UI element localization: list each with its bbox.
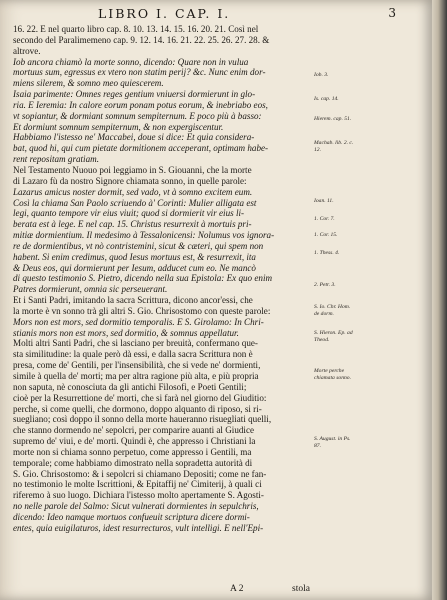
text-line: berata est à lege. E nel cap. 15. Christus resurrexit à mortuis pri- <box>13 219 252 230</box>
text-line: rent repositam gratiam. <box>13 154 99 165</box>
margin-note: Iob. 3. <box>314 72 329 78</box>
text-line: che stanno dormendo ne' sepolcri, per comparire auanti al Giudice <box>13 425 255 436</box>
text-line: perche, sì come quelli, che dormono, doppo alquanto di riposo, si ri- <box>13 403 262 414</box>
text-line: cioè per la Resurrettione de' morti, che si farà nel giorno del Giuditio: <box>13 392 267 403</box>
text-line: Habbiamo l'istesso ne' Maccabei, doue si dice: Et quia considera- <box>13 132 255 143</box>
text-line: sta similitudine: la quale però dà essi, e dalla sacra Scrittura non è <box>13 349 253 360</box>
margin-note: Hierem. cap. 51. <box>314 116 352 122</box>
text-line: supremo de' viui, e de' morti. Quindi è, che appresso i Christiani la <box>13 436 256 447</box>
text-line: ria. E Ieremia: In calore eorum ponam potus eorum, & inebriabo eos, <box>13 99 268 110</box>
text-line: habent. Si enim credimus, quod Iesus mortuus est, & resurrexit, ita <box>13 251 256 262</box>
text-line: vt sopiantur, & dormiant somnum sempiternum. E poco più à basso: <box>13 110 262 121</box>
text-line: Così la chiama San Paolo scriuendo à' Corinti: Mulier alligata est <box>13 197 257 208</box>
text-line: Mors non est mors, sed dormitio temporalis. E S. Girolamo: In Chri- <box>13 316 264 327</box>
margin-note: Is. cap. 14. <box>314 96 339 102</box>
margin-note: Morte perche chiamata sonno. <box>314 368 351 381</box>
text-line: Molti altri Santi Padri, che si lasciano per breuità, confermano que- <box>13 338 258 349</box>
text-line: 16. 22. E nel quarto libro cap. 8. 10. 13. 14. 15. 16. 20. 21. Così nel <box>13 24 259 34</box>
text-line: Iob ancora chiamò la morte sonno, dicendo: Quare non in vulua <box>13 56 249 67</box>
text-line: presa, come de' Gentili, per l'insensibilità, che si vede ne' dormienti, <box>13 360 261 371</box>
text-line: mitiæ dormientium. Il medesimo à Tessalonicensi: Nolumus vos ignora- <box>13 230 275 241</box>
text-line: Et i Santi Padri, imitando la sacra Scrittura, dicono ancor'essi, che <box>13 295 253 306</box>
text-line: mortuus sum, egressus ex vtero non statim perij? &c. Nunc enim dor- <box>13 67 266 78</box>
margin-note: 1. Cor. 7. <box>314 216 335 222</box>
text-line: Nel Testamento Nuouo poi leggiamo in S. Giouanni, che la morte <box>13 164 252 175</box>
text-line: simile à quella de' morti; ma per altra ragione più alta, e più propria <box>13 371 259 381</box>
page-edge <box>432 0 447 600</box>
text-line: di Lazaro fù da nostro Signore chiamata sonno, in quelle parole: <box>13 175 247 186</box>
margin-note: 2. Petr. 3. <box>314 282 336 288</box>
text-line: la morte è vn sonno trà gli altri S. Gio. Chrisostomo con queste parole: <box>13 305 271 316</box>
text-line: entes, quia euigilaturos, idest resurrecturos, vult intelligi. E nell'Epi- <box>13 522 264 533</box>
margin-note: S. Io. Chr. Hom. de dorm. <box>314 304 351 317</box>
text-line: suegliano; così doppo il sonno della morte haueranno risuegliati quelli, <box>13 414 272 425</box>
text-line: legi, quanto tempore vir eius viuit; quod si dormierit vir eius li- <box>13 208 245 219</box>
catchword: stola <box>292 584 310 594</box>
margin-note: Machab. lib. 2. c. 12. <box>314 140 354 153</box>
running-title: LIBRO I. CAP. I. <box>98 6 231 21</box>
body-text <box>13 24 310 534</box>
text-line: re de dormientibus, vt nò contristemini, sicut & cæteri, qui spem non <box>13 240 264 251</box>
margin-note: 1. Cor. 15. <box>314 232 338 238</box>
text-line: & Deus eos, qui dormierunt per Iesum, adducet cum eo. Ne mancò <box>13 262 256 273</box>
page-number: 3 <box>388 6 396 20</box>
text-line: secondo del Paralimemeno cap. 9. 12. 14. 16. 21. 22. 25. 26. 27. 28. & <box>13 34 270 45</box>
text-line: altrove. <box>13 45 41 56</box>
text-line: bat, quod hi, qui cum pietate dormitionem acceperant, optimam habe- <box>13 143 269 154</box>
text-line: Isaia parimente: Omnes reges gentium vniuersi dormierunt in glo- <box>13 89 256 100</box>
running-header <box>18 6 418 24</box>
margin-note: S. August. in Ps. 87. <box>314 436 351 449</box>
margin-note: Ioan. 11. <box>314 198 334 204</box>
text-line: no testimonio le molte Iscrittioni, & Epitaffij ne' Cimiterij, à quali ci <box>13 479 262 490</box>
text-line: morte non si chiama sonno perpetuo, come appresso i Gentili, ma <box>13 446 252 457</box>
text-line: no nelle parole del Salmo: Sicut vulnerati dormientes in sepulchris, <box>13 501 259 512</box>
text-line: di questo testimonio S. Pietro, dicendo nella sua Epistola: Ex quo enim <box>13 273 273 284</box>
text-line: non saputa, nè conosciuta da gli antichi Filosofi, e Poeti Gentili; <box>13 381 247 392</box>
text-line: Patres dormierunt, omnia sic perseuerant. <box>13 284 168 295</box>
margin-note: S. Hieron. Ep. ad Theod. <box>314 330 353 343</box>
text-line: riferemo à suo luogo. Dichiara l'istesso molto apertamente S. Agosti- <box>13 490 264 501</box>
signature-mark: A 2 <box>230 584 244 594</box>
text-line: stianis mors non est mors, sed dormitio, & somnus appellatur. <box>13 327 239 338</box>
text-line: Lazarus amicus noster dormit, sed vado, vt à somno excitem eum. <box>13 186 253 197</box>
text-line: Et dormiunt somnum sempiternum, & non expergiscentur. <box>13 121 224 132</box>
text-line: dicendo: Ideo namque mortuos confueuit scriptura dicere dormi- <box>13 511 250 522</box>
text-line: miens silerem, & somno meo quiescerem. <box>13 78 164 89</box>
text-line: temporale; come habbiamo dimostrato nella sopradetta autorità di <box>13 457 253 468</box>
text-line: S. Gio. Chrisostomo: & i sepolcri si chiamano Depositi; come ne fan- <box>13 468 267 479</box>
margin-note: 1. Thess. 4. <box>314 250 340 256</box>
